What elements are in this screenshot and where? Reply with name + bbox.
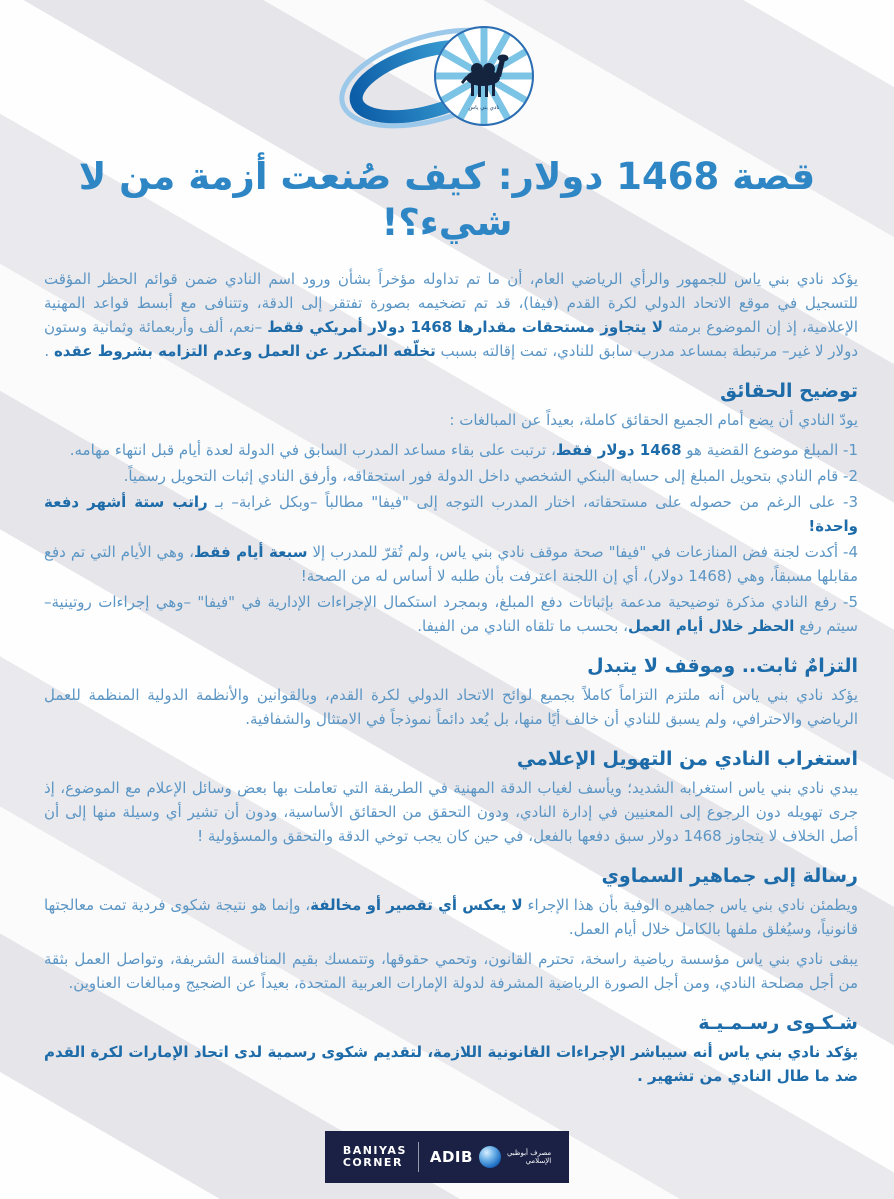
section-heading-facts: توضيح الحقائق [720, 379, 858, 402]
list-item-2 [44, 464, 858, 488]
globe-icon [479, 1146, 501, 1168]
fans-paragraph-1: ويطمئن نادي بني ياس جماهيره الوفية بأن هذا الإجراء لا يعكس أي تقصير أو مخالفة، وإنما هو نتيجة شكوى فردية تمت معالجتها قانونياً، وسيُغلق ملفها بالكامل خلال أيام العمل. [44, 895, 858, 938]
list-marker-3: 3- [835, 492, 859, 511]
media-paragraph: يبدي نادي بني ياس استغرابه الشديد؛ ويأسف لغياب الدقة المهنية في الطريقة التي تعاملت بها بعض وسائل الإعلام مع الموضوع، إذ جرى تهويله دون الرجوع إلى المعنيين في إدارة النادي، ودون التحقق من الحقائق الأساسية، ودون أن تشير أي وسيلة منها إلى أن أصل الخلاف لا يتجاوز 1468 دولار سبق دفعها بالفعل، في حين كان يجب توخي الدقة والتحقق والمسؤولية ! [44, 778, 858, 845]
list-text-3: على الرغم من حصوله على مستحقاته، اختار المدرب التوجه إلى "فيفا" مطالباً –وبكل غرابة– بـ راتب ستة أشهر دفعة واحدة! [44, 492, 858, 535]
list-item-3 [44, 490, 858, 538]
baniyas-corner-logo [343, 1145, 407, 1169]
list-marker-2: 2- [838, 466, 858, 485]
baniyas-corner-line2: CORNER [342, 1156, 403, 1169]
adib-arabic-line1: مصرف أبوظبي [506, 1149, 552, 1157]
list-item-1 [44, 438, 858, 462]
commitment-paragraph: يؤكد نادي بني ياس أنه ملتزم التزاماً كاملاً بجميع لوائح الاتحاد الدولي لكرة القدم، وبالقوانين والأنظمة الدولية المنظمة للعمل الرياضي والاحترافي، ولم يسبق للنادي أن خالف أيًا منها، بل يُعد دائماً نموذجاً في الامتثال والشفافية. [44, 685, 858, 728]
adib-arabic-name [507, 1149, 551, 1165]
document-body [44, 267, 858, 1088]
list-marker-1: 1- [838, 440, 858, 459]
adib-arabic-line2: الإسلامي [525, 1157, 552, 1165]
fans-paragraph-2: يبقى نادي بني ياس مؤسسة رياضية راسخة، تحترم القانون، وتحمي حقوقها، وتتمسك بقيم المنافسة الشريفة، وتواصل العمل بثقة من أجل مصلحة النادي، ومن أجل الصورة الرياضية المشرفة لدولة الإمارات العربية المتحدة، بعيداً عن الضجيج ومبالغات العناوين. [44, 949, 858, 992]
section-heading-complaint: شـكـوى رسـمـيـة [698, 1011, 858, 1034]
list-text-2: قام النادي بتحويل المبلغ إلى حسابه البنكي الشخصي داخل الدولة فور استحقاقه، وأرفق النادي إثبات التحويل رسمياً. [123, 466, 839, 485]
section-heading-media: استغراب النادي من التهويل الإعلامي [516, 747, 858, 770]
list-marker-5: 5- [836, 592, 858, 611]
complaint-paragraph: يؤكد نادي بني ياس أنه سيباشر الإجراءات القانونية اللازمة، لتقديم شكوى رسمية لدى اتحاد الإمارات لكرة القدم ضد ما طال النادي من تشهير . [44, 1042, 858, 1085]
section-heading-commitment: التزامٌ ثابت.. وموقف لا يتبدل [587, 654, 858, 677]
adib-label: ADIB [429, 1148, 473, 1166]
baniyas-corner-line1: BANIYAS [342, 1144, 407, 1157]
list-item-4 [44, 540, 858, 588]
logo-club-name: نادي بني ياس [468, 105, 500, 111]
list-text-4: أكدت لجنة فض المنازعات في "فيفا" صحة موقف نادي بني ياس، ولم تُقرّ للمدرب إلا سبعة أيام فقط، وهي الأيام التي تم دفع مقابلها مسبقاً، وهي (1468 دولار)، أي إن اللجنة اعترفت بأن طلبه لا أساس له من الصحة! [44, 542, 858, 585]
list-text-1: المبلغ موضوع القضية هو 1468 دولار فقط، ترتبت على بقاء مساعد المدرب السابق في الدولة لعدة أيام قبل انتهاء مهامه. [69, 440, 839, 459]
sponsor-footer [325, 1131, 569, 1183]
page-title: قصة 1468 دولار: كيف صُنعت أزمة من لا شيء؟! [78, 155, 816, 245]
club-logo [0, 0, 894, 138]
footer-divider [418, 1142, 419, 1172]
list-text-5: رفع النادي مذكرة توضيحية مدعمة بإثباتات دفع المبلغ، وبمجرد استكمال الإجراءات الإدارية في "فيفا" –وهي إجراءات روتينية– سيتم رفع الحظر خلال أيام العمل، بحسب ما تلقاه النادي من الفيفا. [44, 592, 858, 635]
adib-logo [430, 1146, 551, 1168]
facts-lead: يودّ النادي أن يضع أمام الجميع الحقائق كاملة، بعيداً عن المبالغات : [449, 410, 858, 429]
section-heading-fans: رسالة إلى جماهير السماوي [601, 864, 858, 887]
intro-paragraph: يؤكد نادي بني ياس للجمهور والرأي الرياضي العام، أن ما تم تداوله مؤخراً بشأن ورود اسم النادي ضمن قوائم الحظر المؤقت للتسجيل في موقع الاتحاد الدولي لكرة القدم (فيفا)، قد تم تضخيمه بصورة تفتقر إلى الدقة، وتتنافى مع أبسط قواعد المهنية الإعلامية، إذ إن الموضوع برمته لا يتجاوز مستحقات مقدارها 1468 دولار أمريكي فقط –نعم، ألف وأربعمائة وثمانية وستون دولار لا غير– مرتبطة بمساعد مدرب سابق للنادي، تمت إقالته بسبب تخلّفه المتكرر عن العمل وعدم التزامه بشروط عقده . [44, 269, 859, 360]
list-marker-4: 4- [838, 542, 859, 561]
list-item-5 [44, 590, 858, 638]
club-logo-graphic [332, 12, 562, 138]
